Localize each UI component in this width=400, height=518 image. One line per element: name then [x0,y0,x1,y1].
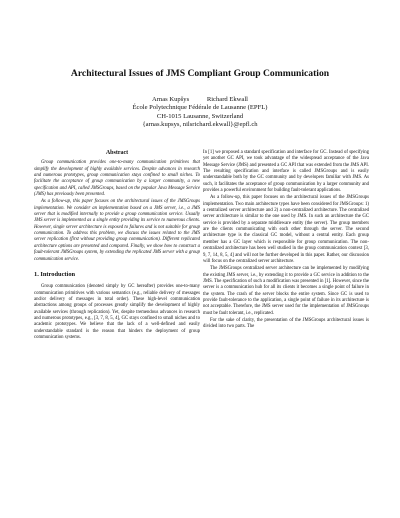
left-column [34,150,200,341]
right-column [203,150,369,331]
body-paragraph: For the sake of clarity, the presentation of the JMSGroups architectural issues is divided into two parts. The [203,317,369,330]
author-affiliation: École Polytechnique Fédérale de Lausanne (EPFL) [132,104,268,112]
author-block [20,96,380,130]
author-name: Richard Ekwall [206,96,249,103]
author-name: Arnas Kupšys [151,96,190,103]
section-heading-introduction: 1. Introduction [34,270,76,278]
abstract-paragraph: As a follow-up, this paper focuses on the architectural issues of the JMSGroups implementation. We consider an implementation based on a JMS server, i.e., a JMS server that is modified internally to provide a group communication service. Usually JMS server is implemented as a single entity providing its service to numerous clients. However, single server architecture is exposed to failures and is not suitable for group communication. To address this problem, we discuss the issues related to the JMS server replication (first without providing group communication). Different replicated architecture options are presented and compared. Finally, we show how to construct a fault-tolerant JMSGroups system, by extending the replicated JMS server with a group communication service. [34,199,200,262]
body-paragraph: As a follow-up, this paper focuses on the architectural issues of the JMSGroups implementation. Two main architecture types have been considered for JMSGroups: 1) a centralized server architecture and 2) a non-centralized architecture. The centralized server architecture is similar to the one used by JMS. In such an architecture the GC service is provided by a separate middleware entity (the server). The group members are the clients communicating with each other through the server. The second architecture type is the classical GC model, without a central entity. Each group member has a GC layer which is responsible for group communication. The non-centralized architecture has been well studied in the group communication context [3, 9, 7, 14, 8, 5, 4] and will not be further developed in this paper. Rather, our discussion will focus on the centralized server architecture. [203,195,369,264]
abstract [34,160,200,263]
author-address: CH-1015 Lausanne, Switzerland [156,112,244,120]
author-email: {arnas.kupsys, nilsrichard.ekwall}@epfl.ch [142,121,258,129]
body-paragraph: Group communication (denoted simply by GC hereafter) provides one-to-many communication primitives with various semantics (e.g., reliable delivery of messages and/or delivery of messages in total order). These high-level communication abstractions among groups of processes greatly simplify the development of highly available services (through replication). Yet, despite tremendous advances in research and numerous prototypes, e.g., [3, 7, 8, 5, 4], GC stays confined to small niches and to academic prototypes. We believe that the lack of a well-defined and easily understandable standard is the reason that hinders the deployment of group communication systems. [34,284,200,340]
abstract-heading: Abstract [105,150,129,156]
body-paragraph: In [1] we proposed a standard specification and interface for GC. Instead of specifying yet another GC API, we took advantage of the widespread acceptance of the Java Message Service (JMS) and presented a GC API that was extended from the JMS API. The resulting specification and interface is called JMSGroups and is easily understandable both by the GC community and by developers familiar with JMS. As such, it facilitates the acceptance of group communication by a larger community and provides a powerful environment for building fault-tolerant applications. [203,150,369,194]
body-paragraph: The JMSGroups centralized server architecture can be implemented by modifying the existing JMS server, i.e., by extending it to provide a GC service in addition to the JMS. The specification of such a modification was presented in [1]. However, since the server is a communication hub for all its clients it becomes a single point of failure in the system. The crash of the server blocks the entire system. Since GC is used to provide fault-tolerance to the application, a single point of failure in its architecture is not acceptable. Therefore, the JMS server used for the implementation of JMSGroups must be fault tolerant, i.e., replicated. [203,266,369,316]
paper-title: Architectural Issues of JMS Compliant Group Communication [70,68,330,79]
abstract-paragraph: Group communication provides one-to-many communication primitives that simplify the development of highly available services. Despite advances in research and numerous prototypes, group communication stays confined to small niches. To facilitate the acceptance of group communication by a larger community, a new specification and API, called JMSGroups, based on the popular Java Message Service (JMS) has previously been presented. [34,160,200,198]
